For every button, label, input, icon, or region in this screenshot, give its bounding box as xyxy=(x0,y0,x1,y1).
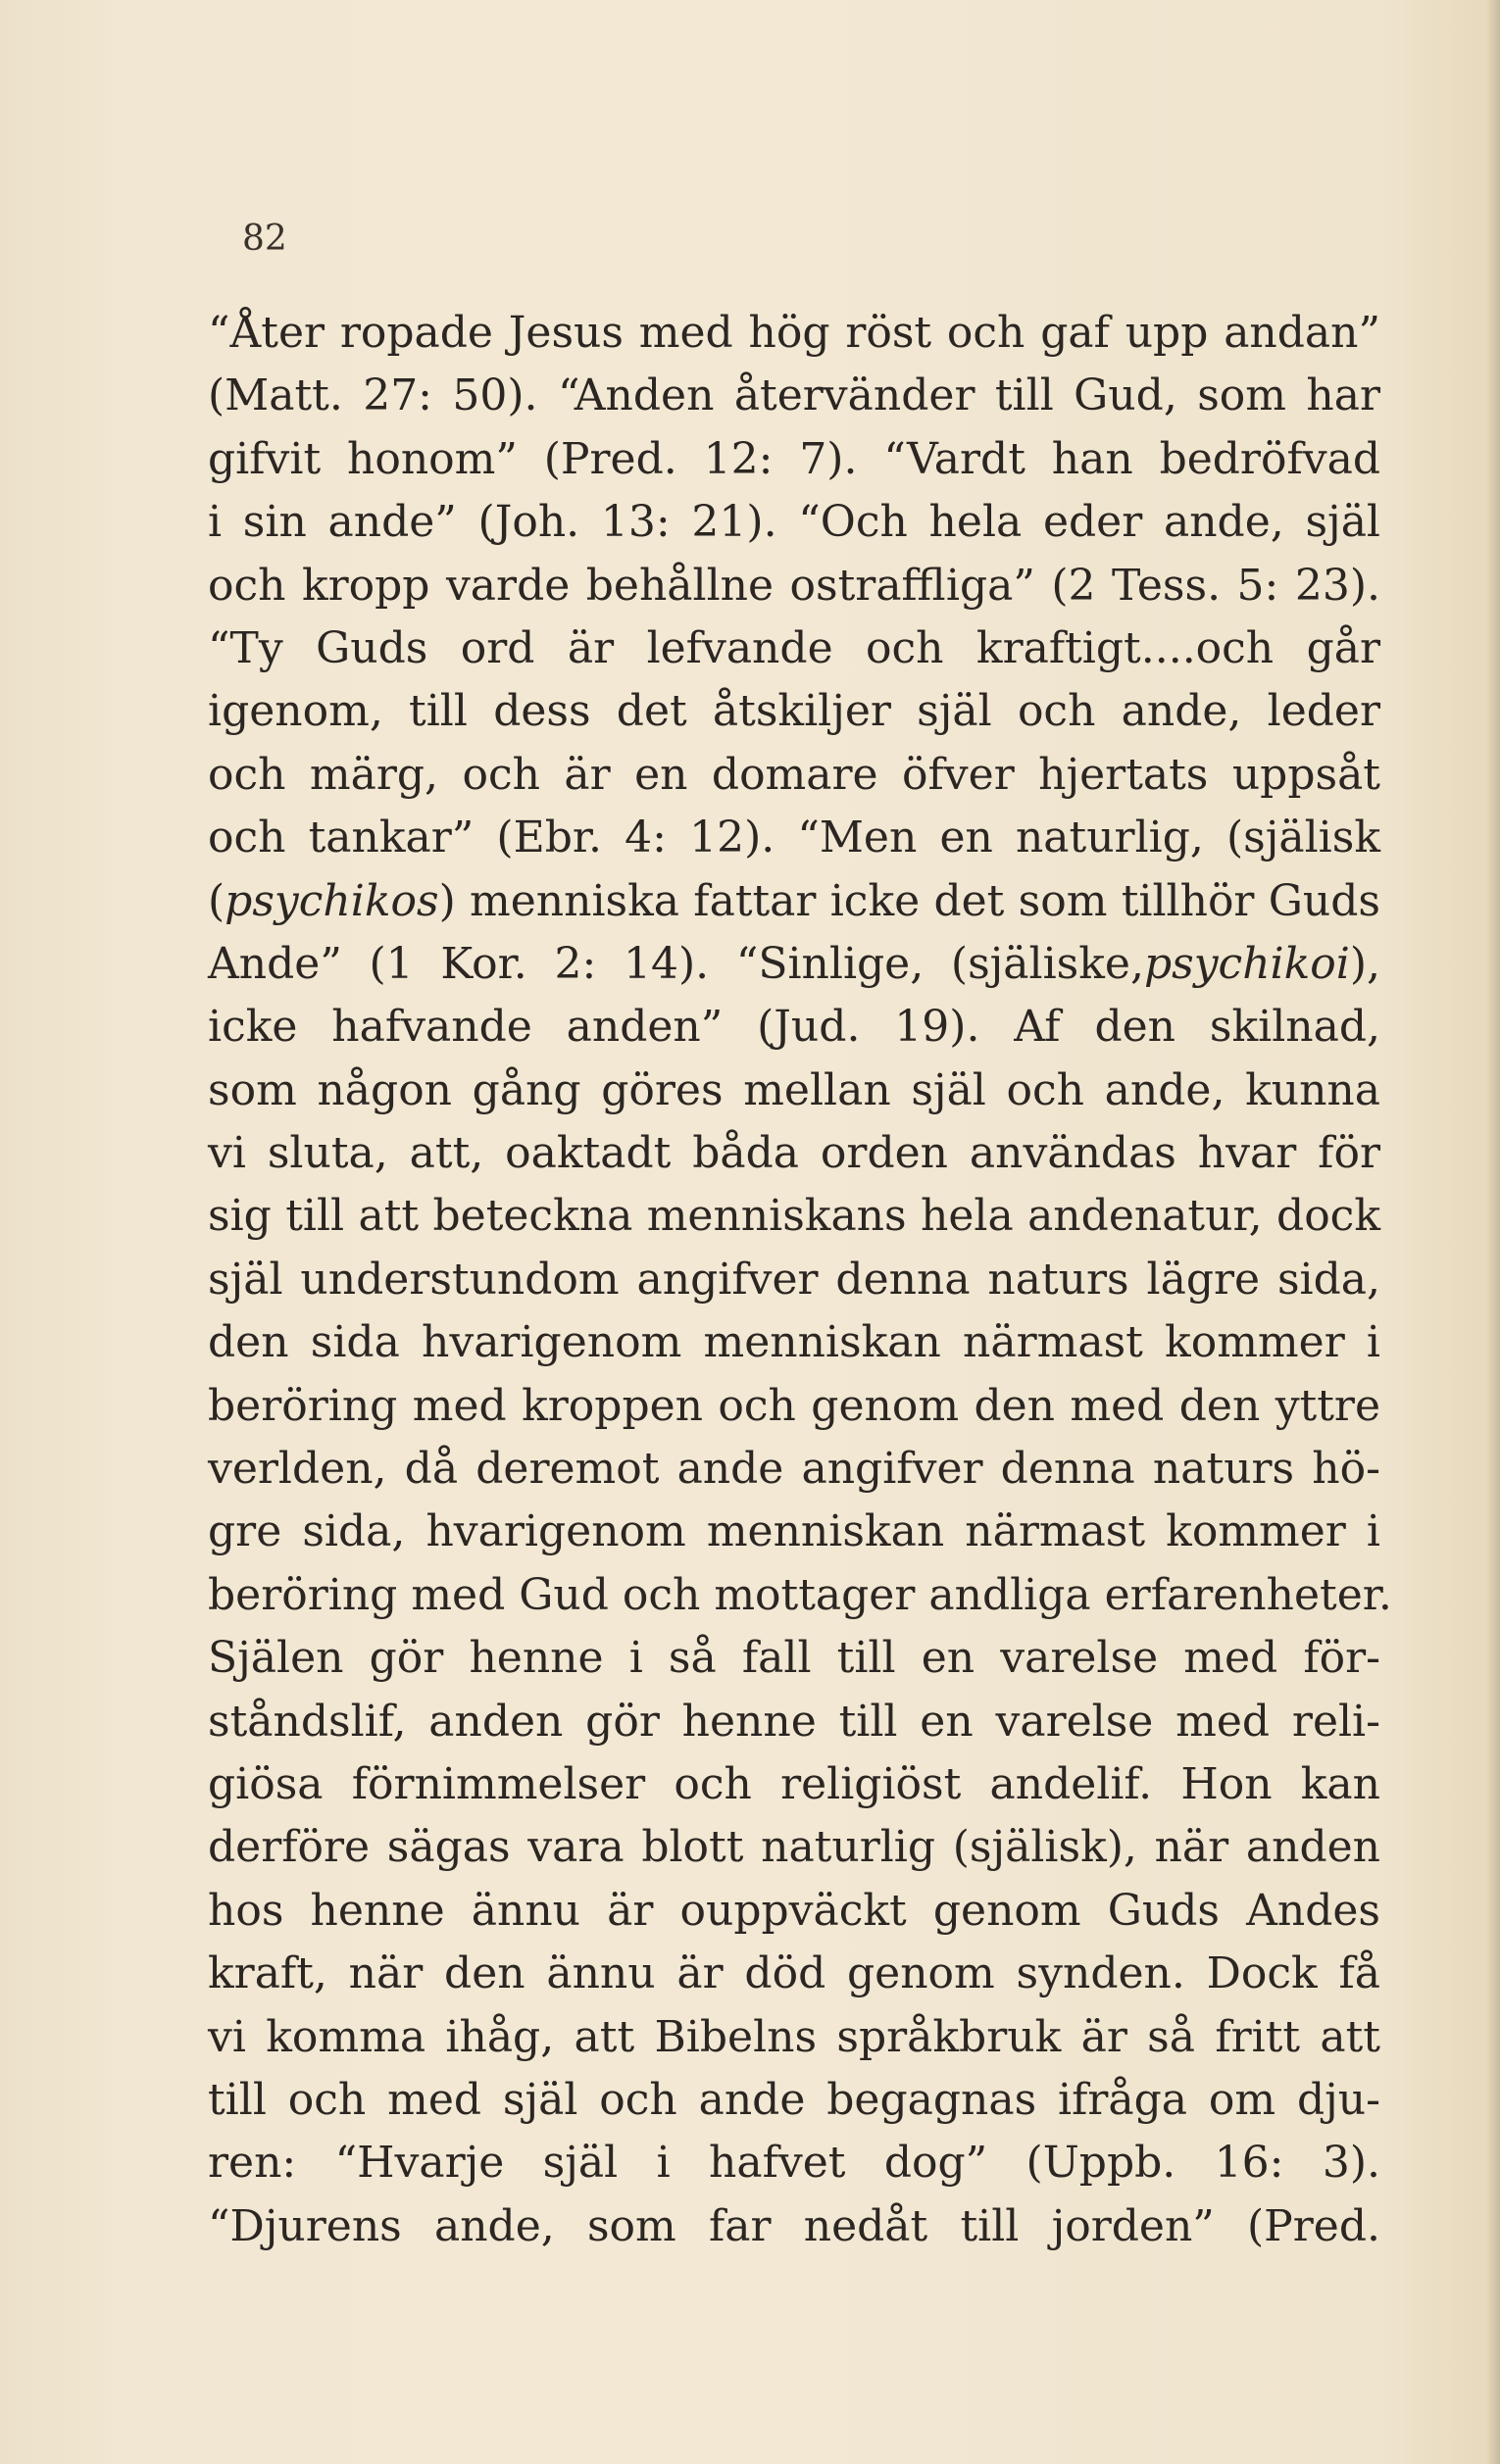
italic-term: psychikoi xyxy=(1143,938,1350,989)
body-text xyxy=(208,302,1392,2258)
text-line: kraft, när den ännu är död genom synden. Dock få xyxy=(208,1948,1380,1999)
text-fragment: ) menniska fattar icke det som tillhör Guds xyxy=(438,875,1380,926)
text-line: “Ty Guds ord är lefvande och kraftigt....och går xyxy=(208,622,1380,673)
text-line: ren: “Hvarje själ i hafvet dog” (Uppb. 16: 3). xyxy=(208,2138,1380,2189)
text-line: till och med själ och ande begagnas ifråga om dju- xyxy=(208,2074,1380,2125)
text-line: beröring med Gud och mottager andliga erfarenheter. xyxy=(208,1569,1392,1620)
text-line: gifvit honom” (Pred. 12: 7). “Vardt han bedröfvad xyxy=(208,433,1380,484)
page-edge-shadow xyxy=(1486,0,1500,2464)
text-line: gre sida, hvarigenom menniskan närmast kommer i xyxy=(208,1506,1380,1557)
text-line: ståndslif, anden gör henne till en varelse med reli- xyxy=(208,1696,1380,1747)
text-line: verlden, då deremot ande angifver denna naturs hö- xyxy=(208,1444,1380,1495)
text-fragment: ), xyxy=(1349,938,1380,989)
text-fragment: Ande” (1 Kor. 2: 14). “Sinlige, (själiske, xyxy=(208,938,1144,989)
text-line: hos henne ännu är ouppväckt genom Guds Andes xyxy=(208,1885,1380,1936)
text-line: vi sluta, att, oaktadt båda orden användas hvar för xyxy=(208,1128,1380,1179)
text-line: icke hafvande anden” (Jud. 19). Af den skilnad, xyxy=(208,1002,1380,1053)
text-fragment: ( xyxy=(208,875,225,926)
text-line: igenom, till dess det åtskiljer själ och ande, leder xyxy=(208,686,1380,737)
page-number: 82 xyxy=(242,219,287,259)
text-line: “Djurens ande, som far nedåt till jorden” (Pred. xyxy=(208,2200,1380,2251)
text-line-with-italic xyxy=(208,870,1380,933)
text-line: och märg, och är en domare öfver hjertats uppsåt xyxy=(208,749,1380,800)
text-line: (Matt. 27: 50). “Anden återvänder till Gud, som har xyxy=(208,370,1380,421)
text-line: derföre sägas vara blott naturlig (själisk), när anden xyxy=(208,1822,1380,1873)
text-line: den sida hvarigenom menniskan närmast kommer i xyxy=(208,1317,1380,1368)
text-line: “Åter ropade Jesus med hög röst och gaf upp andan” xyxy=(208,308,1380,358)
text-line: och kropp varde behållne ostraffliga” (2 Tess. 5: 23). xyxy=(208,560,1380,611)
text-line-with-italic xyxy=(208,933,1380,996)
text-line: giösa förnimmelser och religiöst andelif. Hon kan xyxy=(208,1758,1380,1809)
text-line: i sin ande” (Joh. 13: 21). “Och hela eder ande, själ xyxy=(208,497,1380,548)
text-line: och tankar” (Ebr. 4: 12). “Men en naturlig, (själisk xyxy=(208,813,1380,863)
text-line: själ understundom angifver denna naturs lägre sida, xyxy=(208,1254,1380,1305)
text-line: vi komma ihåg, att Bibelns språkbruk är så fritt att xyxy=(208,2011,1380,2062)
text-line: sig till att beteckna menniskans hela andenatur, dock xyxy=(208,1191,1380,1242)
text-line: som någon gång göres mellan själ och ande, kunna xyxy=(208,1064,1380,1115)
text-line: Själen gör henne i så fall till en varelse med för- xyxy=(208,1633,1380,1684)
text-line: beröring med kroppen och genom den med den yttre xyxy=(208,1380,1380,1431)
italic-term: psychikos xyxy=(225,875,439,926)
